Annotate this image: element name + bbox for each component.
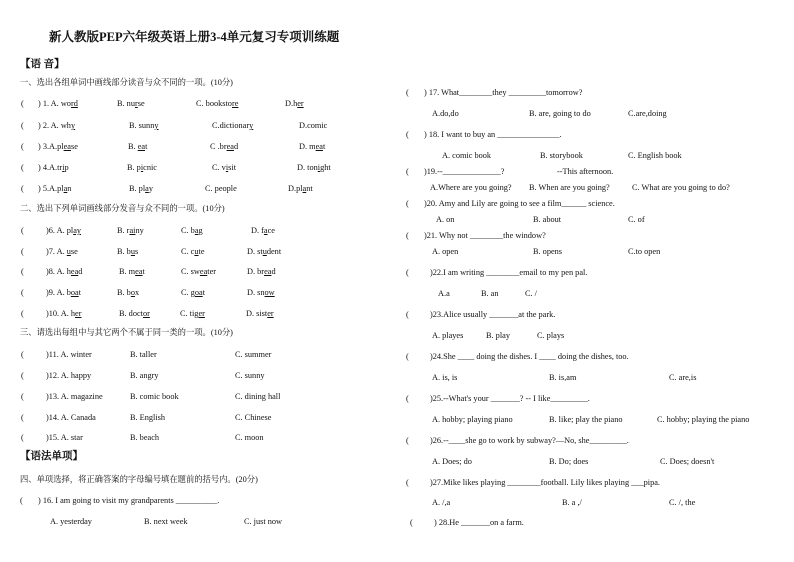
option-c: C. summer <box>235 350 272 359</box>
option-a: )13. A. magazine <box>46 392 103 401</box>
option-c: C. goat <box>181 288 205 297</box>
option-b: B. about <box>533 215 562 224</box>
question-stem: ) 18. I want to buy an _______________. <box>424 130 562 139</box>
answer-paren[interactable]: ( <box>410 518 413 527</box>
option-c: C. Does; doesn't <box>660 457 715 466</box>
option-b: B. beach <box>130 433 160 442</box>
question-stem: )21. Why not ________the window? <box>424 231 546 240</box>
answer-paren[interactable]: ( <box>406 130 409 139</box>
option-b: B. rainy <box>117 226 144 235</box>
answer-paren[interactable]: ( <box>21 247 24 256</box>
option-b: B. opens <box>533 247 563 256</box>
option-b: B. play <box>486 331 510 340</box>
option-a: A. hobby; playing piano <box>432 415 513 424</box>
option-b: B. box <box>117 288 140 297</box>
option-b: B. When are you going? <box>529 183 610 192</box>
option-d: D.her <box>285 99 304 108</box>
option-c: C.dictionary <box>212 121 254 130</box>
option-c: C. people <box>205 184 237 193</box>
answer-paren[interactable]: ( <box>406 88 409 97</box>
page-title: 新人教版PEP六年级英语上册3-4单元复习专项训练题 <box>49 30 340 44</box>
option-c: C. cute <box>181 247 205 256</box>
option-c: C. tiger <box>180 309 205 318</box>
option-c: C.are,doing <box>628 109 667 118</box>
question-stem: ) 16. I am going to visit my grandparents __________. <box>38 496 220 505</box>
option-c: C .bread <box>210 142 239 151</box>
option-b: B. is,am <box>549 373 577 382</box>
option-c: C. moon <box>235 433 264 442</box>
option-b: B. meat <box>119 267 145 276</box>
option-c: C. hobby; playing the piano <box>657 415 750 424</box>
option-c: C. /, the <box>669 498 696 507</box>
option-d: D. bread <box>247 267 276 276</box>
question-stem: )26.--____she go to work by subway?—No, she_________. <box>430 436 629 445</box>
option-b: B. play <box>129 184 153 193</box>
option-c: C. of <box>628 215 645 224</box>
question-stem: )25.--What's your _______? -- I like_________. <box>430 394 590 403</box>
option-a: )10. A. her <box>46 309 82 318</box>
option-d: D. snow <box>247 288 275 297</box>
option-a: )15. A. star <box>46 433 83 442</box>
option-c: C. just now <box>244 517 283 526</box>
option-a: A. yesterday <box>50 517 92 526</box>
answer-paren[interactable]: ( <box>21 142 24 151</box>
option-c: C. Chinese <box>235 413 272 422</box>
option-c: C. visit <box>212 163 236 172</box>
option-b: B. taller <box>130 350 157 359</box>
option-a: ) 4.A.trip <box>38 163 69 172</box>
answer-paren[interactable]: ( <box>21 350 24 359</box>
option-b: B. English <box>130 413 166 422</box>
option-d: D. meat <box>299 142 326 151</box>
section-phonetics: 【语 音】 <box>20 59 65 70</box>
option-a: A. playes <box>432 331 464 340</box>
option-a: A.do,do <box>432 109 459 118</box>
answer-paren[interactable]: ( <box>21 226 24 235</box>
option-d: D. face <box>251 226 275 235</box>
option-a: A. /,a <box>432 498 451 507</box>
answer-paren[interactable]: ( <box>21 371 24 380</box>
option-a: A. comic book <box>442 151 492 160</box>
question-stem: )20. Amy and Lily are going to see a film______ science. <box>424 199 615 208</box>
option-a: )9. A. boat <box>46 288 82 297</box>
option-b: B. bus <box>117 247 139 256</box>
option-a: )6. A. play <box>46 226 82 235</box>
answer-paren[interactable]: ( <box>21 433 24 442</box>
answer-paren[interactable]: ( <box>406 310 409 319</box>
option-c: C. What are you going to do? <box>632 183 730 192</box>
option-d: D.plant <box>288 184 313 193</box>
option-a: A. on <box>436 215 455 224</box>
option-c: C. / <box>525 289 537 298</box>
option-a: A. is, is <box>432 373 458 382</box>
option-d: D. sister <box>246 309 274 318</box>
answer-paren[interactable]: ( <box>21 163 24 172</box>
answer-text: --This afternoon. <box>557 167 614 176</box>
answer-paren[interactable]: ( <box>406 268 409 277</box>
answer-paren[interactable]: ( <box>21 121 24 130</box>
option-c: C. sweater <box>181 267 217 276</box>
instruction-2: 二、选出下列单词画线部分发音与众不同的一项。(10分) <box>20 204 225 213</box>
answer-paren[interactable]: ( <box>406 394 409 403</box>
option-c: C. bag <box>181 226 203 235</box>
option-c: C. English book <box>628 151 682 160</box>
option-a: )11. A. winter <box>46 350 92 359</box>
instruction-1: 一、选出各组单词中画线部分读音与众不同的一项。(10分) <box>20 78 233 87</box>
answer-paren[interactable]: ( <box>406 231 409 240</box>
option-a: )8. A. head <box>46 267 83 276</box>
question-stem: )27.Mike likes playing ________football. Lily likes playing ___pipa. <box>430 478 660 487</box>
answer-paren[interactable]: ( <box>406 436 409 445</box>
option-a: A.a <box>438 289 450 298</box>
option-a: A. Does; do <box>432 457 472 466</box>
option-a: ) 5.A.plan <box>38 184 72 193</box>
answer-paren[interactable]: ( <box>21 184 24 193</box>
option-b: B. comic book <box>130 392 179 401</box>
option-b: B. like; play the piano <box>549 415 623 424</box>
answer-paren[interactable]: ( <box>406 478 409 487</box>
option-a: ) 1. A. word <box>38 99 78 108</box>
option-d: D.comic <box>299 121 328 130</box>
answer-paren[interactable]: ( <box>406 199 409 208</box>
option-b: B. Do; does <box>549 457 589 466</box>
answer-paren[interactable]: ( <box>20 496 23 505</box>
option-a: )12. A. happy <box>46 371 92 380</box>
question-stem: )19.--______________? <box>424 167 505 176</box>
option-d: D. student <box>247 247 282 256</box>
answer-paren[interactable]: ( <box>406 167 409 176</box>
answer-paren[interactable]: ( <box>406 352 409 361</box>
answer-paren[interactable]: ( <box>21 99 24 108</box>
option-b: B. a ,/ <box>562 498 582 507</box>
answer-paren[interactable]: ( <box>21 267 24 276</box>
option-c: C. plays <box>537 331 565 340</box>
option-b: B. eat <box>128 142 148 151</box>
option-b: B. are, going to do <box>529 109 591 118</box>
answer-paren[interactable]: ( <box>21 413 24 422</box>
option-a: ) 2. A. why <box>38 121 76 130</box>
option-c: C. are,is <box>669 373 697 382</box>
option-b: B. storybook <box>540 151 583 160</box>
answer-paren[interactable]: ( <box>21 392 24 401</box>
option-a: ) 3.A.please <box>38 142 78 151</box>
question-stem: )22.I am writing ________email to my pen pal. <box>430 268 588 277</box>
option-d: D. tonight <box>297 163 331 172</box>
option-a: A.Where are you going? <box>430 183 512 192</box>
instruction-3: 三、请选出每组中与其它两个不属于同一类的一项。(10分) <box>20 328 233 337</box>
answer-paren[interactable]: ( <box>21 309 24 318</box>
option-b: B. next week <box>144 517 188 526</box>
option-c: C.to open <box>628 247 661 256</box>
option-a: A. open <box>432 247 459 256</box>
option-c: C. dining hall <box>235 392 281 401</box>
question-stem: )24.She ____ doing the dishes. I ____ doing the dishes, too. <box>430 352 629 361</box>
option-c: C. bookstore <box>196 99 239 108</box>
option-b: B. doctor <box>119 309 150 318</box>
section-grammar: 【语法单项】 <box>20 451 83 462</box>
question-stem: ) 17. What________they _________tomorrow? <box>424 88 583 97</box>
option-a: )14. A. Canada <box>46 413 96 422</box>
option-a: )7. A. use <box>46 247 78 256</box>
option-b: B. picnic <box>127 163 157 172</box>
option-b: B. nurse <box>117 99 145 108</box>
question-stem: )23.Alice usually _______at the park. <box>430 310 556 319</box>
option-b: B. an <box>481 289 499 298</box>
option-c: C. sunny <box>235 371 265 380</box>
question-stem: ) 28.He _______on a farm. <box>434 518 524 527</box>
instruction-4: 四、单项选择，将正确答案的字母编号填在题前的括号内。(20分) <box>20 475 258 484</box>
option-b: B. sunny <box>129 121 159 130</box>
answer-paren[interactable]: ( <box>21 288 24 297</box>
option-b: B. angry <box>130 371 159 380</box>
